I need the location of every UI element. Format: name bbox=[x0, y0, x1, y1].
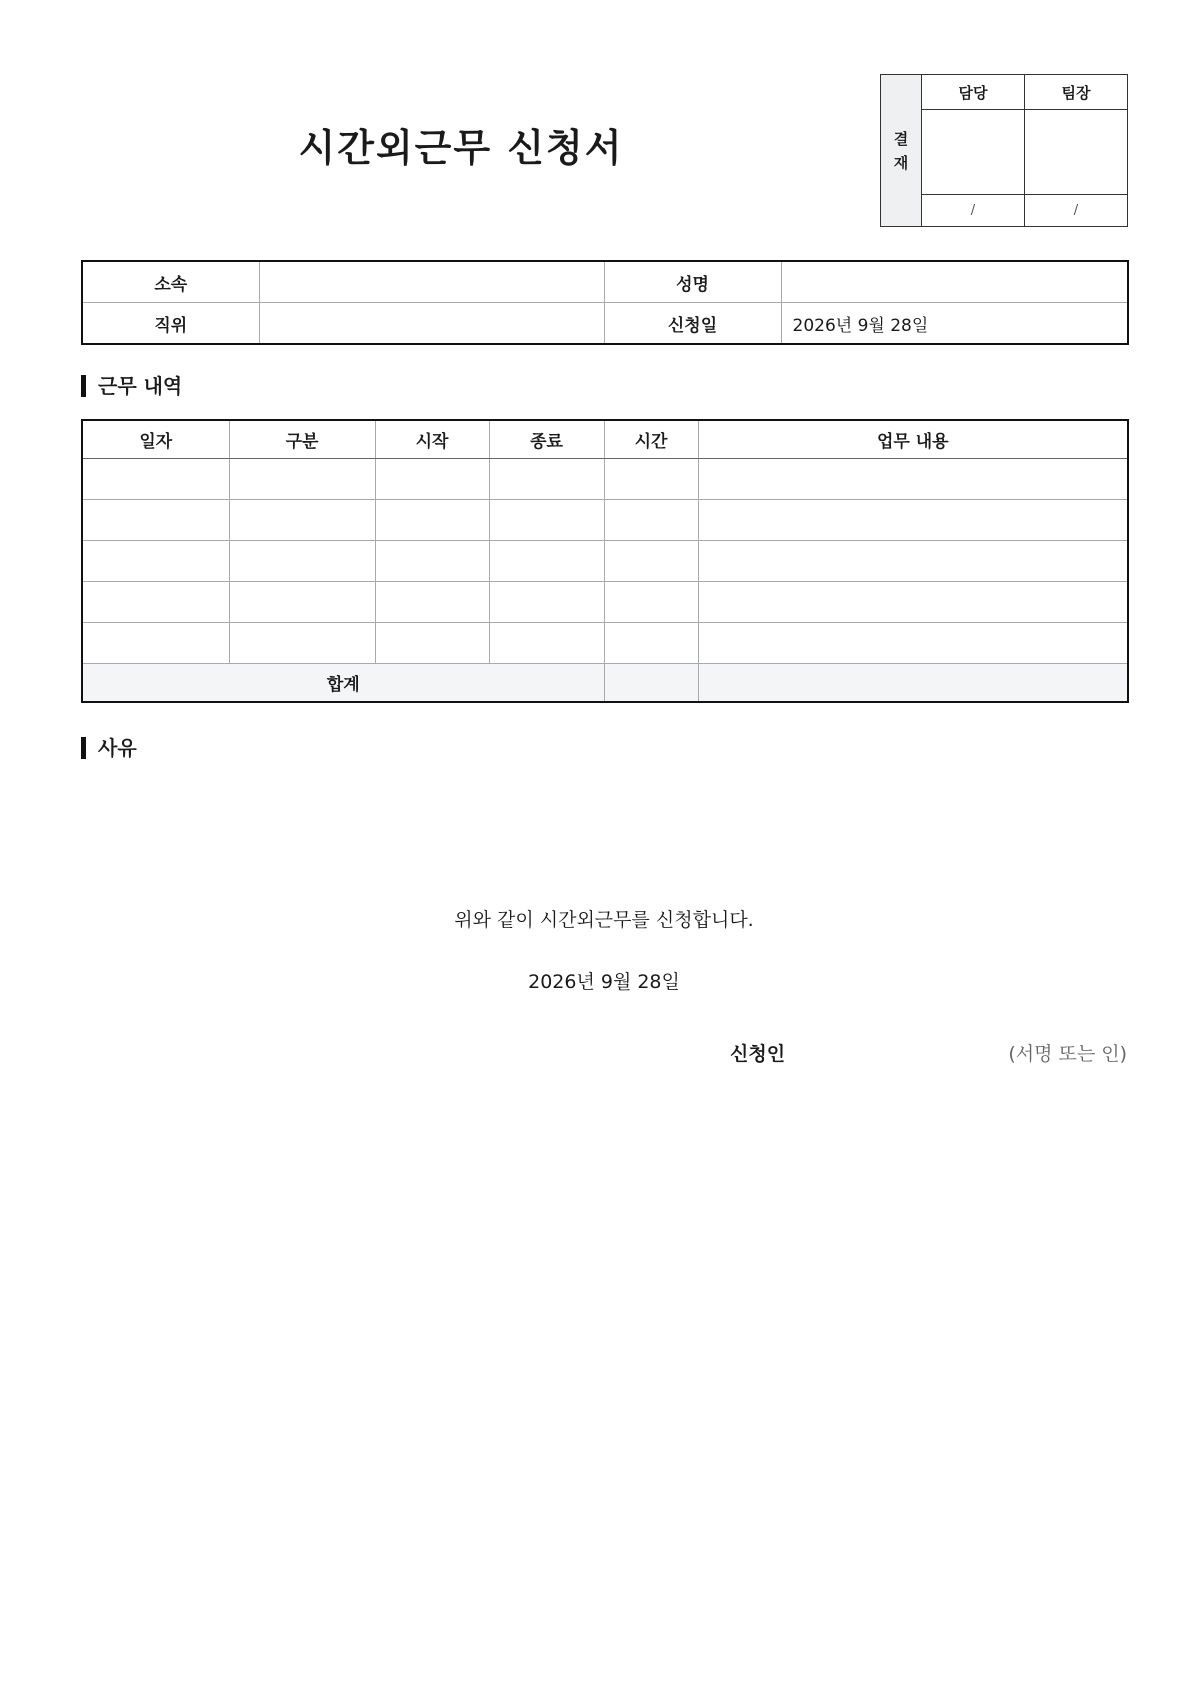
approval-header-staff: 담당 bbox=[922, 75, 1025, 110]
approval-date-team-lead[interactable]: / bbox=[1025, 195, 1128, 227]
signature-placeholder[interactable]: (서명 또는 인) bbox=[1008, 1043, 1127, 1065]
apply-date-field[interactable]: 2026년 9월 28일 bbox=[781, 303, 1128, 345]
cell-description[interactable] bbox=[698, 500, 1128, 541]
approval-sign-team-lead[interactable] bbox=[1025, 110, 1128, 195]
cell-hours[interactable] bbox=[604, 541, 698, 582]
name-field[interactable] bbox=[781, 261, 1128, 303]
affiliation-label: 소속 bbox=[82, 261, 259, 303]
col-header-description: 업무 내용 bbox=[698, 420, 1128, 459]
col-header-type: 구분 bbox=[229, 420, 375, 459]
approval-side-char-2: 재 bbox=[893, 153, 909, 172]
work-section-title: 근무 내역 bbox=[98, 374, 183, 398]
col-header-end: 종료 bbox=[489, 420, 604, 459]
reason-field[interactable] bbox=[81, 772, 1127, 882]
table-header-row bbox=[82, 420, 1128, 459]
table-row bbox=[82, 459, 1128, 500]
cell-hours[interactable] bbox=[604, 623, 698, 664]
statement-date: 2026년 9월 28일 bbox=[528, 971, 680, 993]
cell-type[interactable] bbox=[229, 582, 375, 623]
total-hours-cell[interactable] bbox=[604, 664, 698, 703]
work-details-table bbox=[81, 419, 1129, 703]
cell-date[interactable] bbox=[82, 541, 229, 582]
applicant-label: 신청인 bbox=[730, 1043, 786, 1065]
name-label: 성명 bbox=[604, 261, 781, 303]
reason-section-heading bbox=[81, 736, 137, 760]
table-row bbox=[82, 541, 1128, 582]
col-header-start: 시작 bbox=[375, 420, 489, 459]
applicant-info-table bbox=[81, 260, 1129, 345]
cell-hours[interactable] bbox=[604, 582, 698, 623]
cell-hours[interactable] bbox=[604, 459, 698, 500]
cell-type[interactable] bbox=[229, 623, 375, 664]
col-header-date: 일자 bbox=[82, 420, 229, 459]
cell-type[interactable] bbox=[229, 459, 375, 500]
position-field[interactable] bbox=[259, 303, 604, 345]
cell-type[interactable] bbox=[229, 541, 375, 582]
total-label: 합계 bbox=[82, 664, 604, 703]
work-section-heading bbox=[81, 374, 182, 398]
document-title: 시간외근무 신청서 bbox=[298, 126, 624, 170]
cell-date[interactable] bbox=[82, 623, 229, 664]
col-header-hours: 시간 bbox=[604, 420, 698, 459]
approval-date-staff[interactable]: / bbox=[922, 195, 1025, 227]
cell-end[interactable] bbox=[489, 623, 604, 664]
approval-header-team-lead: 팀장 bbox=[1025, 75, 1128, 110]
cell-start[interactable] bbox=[375, 541, 489, 582]
section-marker bbox=[81, 375, 86, 397]
total-row bbox=[82, 664, 1128, 703]
cell-description[interactable] bbox=[698, 541, 1128, 582]
approval-side-char-1: 결 bbox=[893, 129, 909, 148]
cell-description[interactable] bbox=[698, 623, 1128, 664]
table-row bbox=[82, 500, 1128, 541]
cell-date[interactable] bbox=[82, 459, 229, 500]
approval-side-label bbox=[881, 75, 922, 227]
cell-start[interactable] bbox=[375, 500, 489, 541]
cell-hours[interactable] bbox=[604, 500, 698, 541]
affiliation-field[interactable] bbox=[259, 261, 604, 303]
cell-start[interactable] bbox=[375, 459, 489, 500]
approval-box bbox=[880, 74, 1128, 227]
application-statement: 위와 같이 시간외근무를 신청합니다. bbox=[454, 909, 754, 931]
table-row bbox=[82, 582, 1128, 623]
cell-description[interactable] bbox=[698, 582, 1128, 623]
position-label: 직위 bbox=[82, 303, 259, 345]
section-marker bbox=[81, 737, 86, 759]
total-note-cell[interactable] bbox=[698, 664, 1128, 703]
table-row bbox=[82, 623, 1128, 664]
cell-start[interactable] bbox=[375, 623, 489, 664]
cell-end[interactable] bbox=[489, 459, 604, 500]
cell-end[interactable] bbox=[489, 500, 604, 541]
reason-section-title: 사유 bbox=[98, 736, 137, 760]
cell-end[interactable] bbox=[489, 582, 604, 623]
cell-start[interactable] bbox=[375, 582, 489, 623]
cell-date[interactable] bbox=[82, 582, 229, 623]
cell-type[interactable] bbox=[229, 500, 375, 541]
approval-sign-staff[interactable] bbox=[922, 110, 1025, 195]
cell-description[interactable] bbox=[698, 459, 1128, 500]
apply-date-label: 신청일 bbox=[604, 303, 781, 345]
cell-end[interactable] bbox=[489, 541, 604, 582]
cell-date[interactable] bbox=[82, 500, 229, 541]
